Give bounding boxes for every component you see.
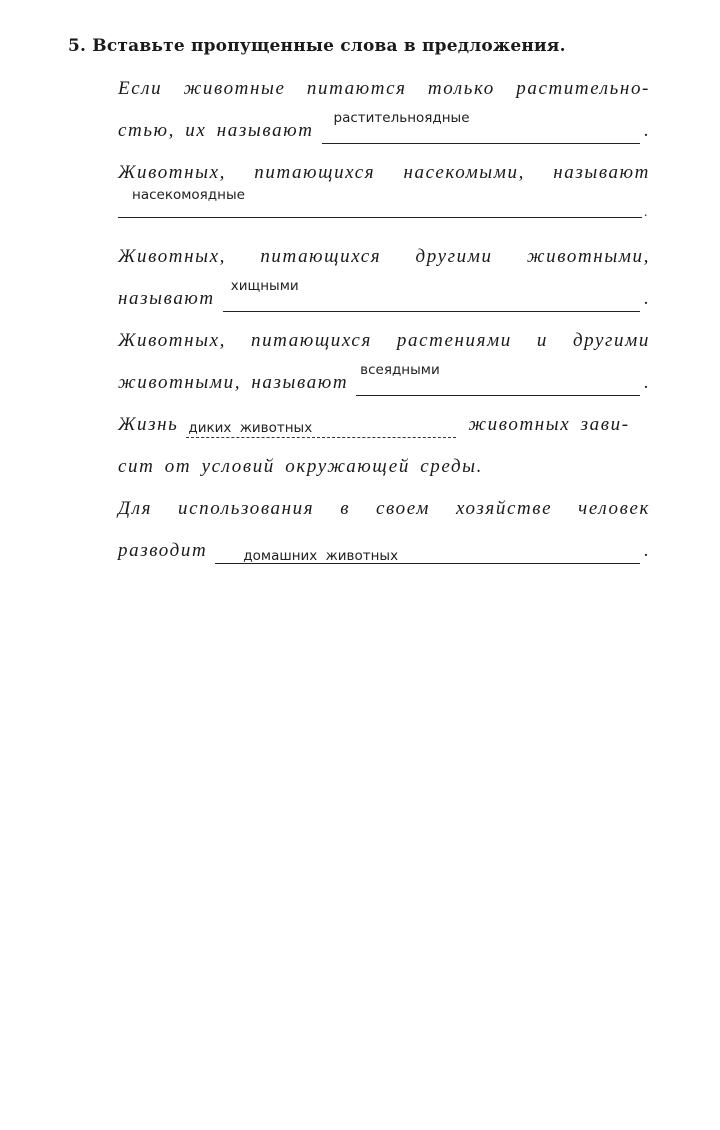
answer-4: всеядными	[360, 362, 440, 378]
answer-3: хищными	[230, 278, 299, 294]
sentence-text: животных зави-	[468, 414, 630, 435]
sentence-5-line-2: сит от условий окружающей среды.	[118, 456, 483, 477]
answer-blank-3[interactable]	[223, 278, 640, 312]
sentence-text: разводит	[118, 540, 208, 561]
word: использования	[177, 498, 315, 519]
word: Животных,	[118, 162, 226, 183]
sentence-5-line-1	[118, 412, 650, 438]
word: человек	[578, 498, 650, 519]
sentence-2-line-1	[118, 160, 650, 186]
answer-2: насекомоядные	[132, 187, 245, 203]
answer-blank-1[interactable]	[322, 110, 640, 144]
sentence-3-line-1	[118, 244, 650, 270]
word: питающихся	[254, 162, 376, 183]
word: хозяйстве	[456, 498, 553, 519]
sentence-6-line-2	[118, 538, 650, 564]
answer-6: домашних животных	[243, 548, 399, 564]
word: насекомыми,	[403, 162, 525, 183]
word: называют	[553, 162, 650, 183]
sentence-1-line-1	[118, 76, 650, 102]
word: растительно-	[516, 78, 650, 99]
sentence-1-line-2	[118, 110, 650, 144]
sentence-3-line-2	[118, 278, 650, 312]
exercise-title: 5. Вставьте пропущенные слова в предложения.	[68, 36, 566, 56]
word: животные	[183, 78, 286, 99]
period: .	[643, 372, 650, 393]
sentence-6-line-1	[118, 496, 650, 522]
sentence-text: стью, их называют	[118, 120, 314, 141]
word: другими	[572, 330, 650, 351]
word: растениями	[396, 330, 512, 351]
sentence-text: Жизнь	[118, 414, 179, 435]
word: Животных,	[118, 330, 226, 351]
sentence-4-line-1	[118, 328, 650, 354]
sentence-text: животными, называют	[118, 372, 349, 393]
answer-blank-4[interactable]	[356, 362, 639, 396]
answer-1: растительноядные	[333, 110, 470, 126]
answer-5: диких животных	[188, 420, 313, 436]
word: своем	[376, 498, 431, 519]
word: Если	[118, 78, 163, 99]
word: только	[427, 78, 495, 99]
word: и	[536, 330, 548, 351]
word: животными,	[526, 246, 650, 267]
answer-blank-2[interactable]	[118, 216, 642, 218]
answer-blank-5[interactable]	[186, 419, 456, 438]
word: питаются	[306, 78, 407, 99]
period: .	[643, 540, 650, 561]
word: Для	[118, 498, 153, 519]
period: .	[644, 204, 648, 219]
word: питающихся	[250, 330, 372, 351]
word: другими	[415, 246, 493, 267]
period: .	[643, 120, 650, 141]
answer-blank-6[interactable]	[215, 545, 639, 564]
period: .	[643, 288, 650, 309]
word: в	[340, 498, 351, 519]
sentence-4-line-2	[118, 362, 650, 396]
sentence-text: называют	[118, 288, 215, 309]
word: Животных,	[118, 246, 226, 267]
word: питающихся	[260, 246, 382, 267]
